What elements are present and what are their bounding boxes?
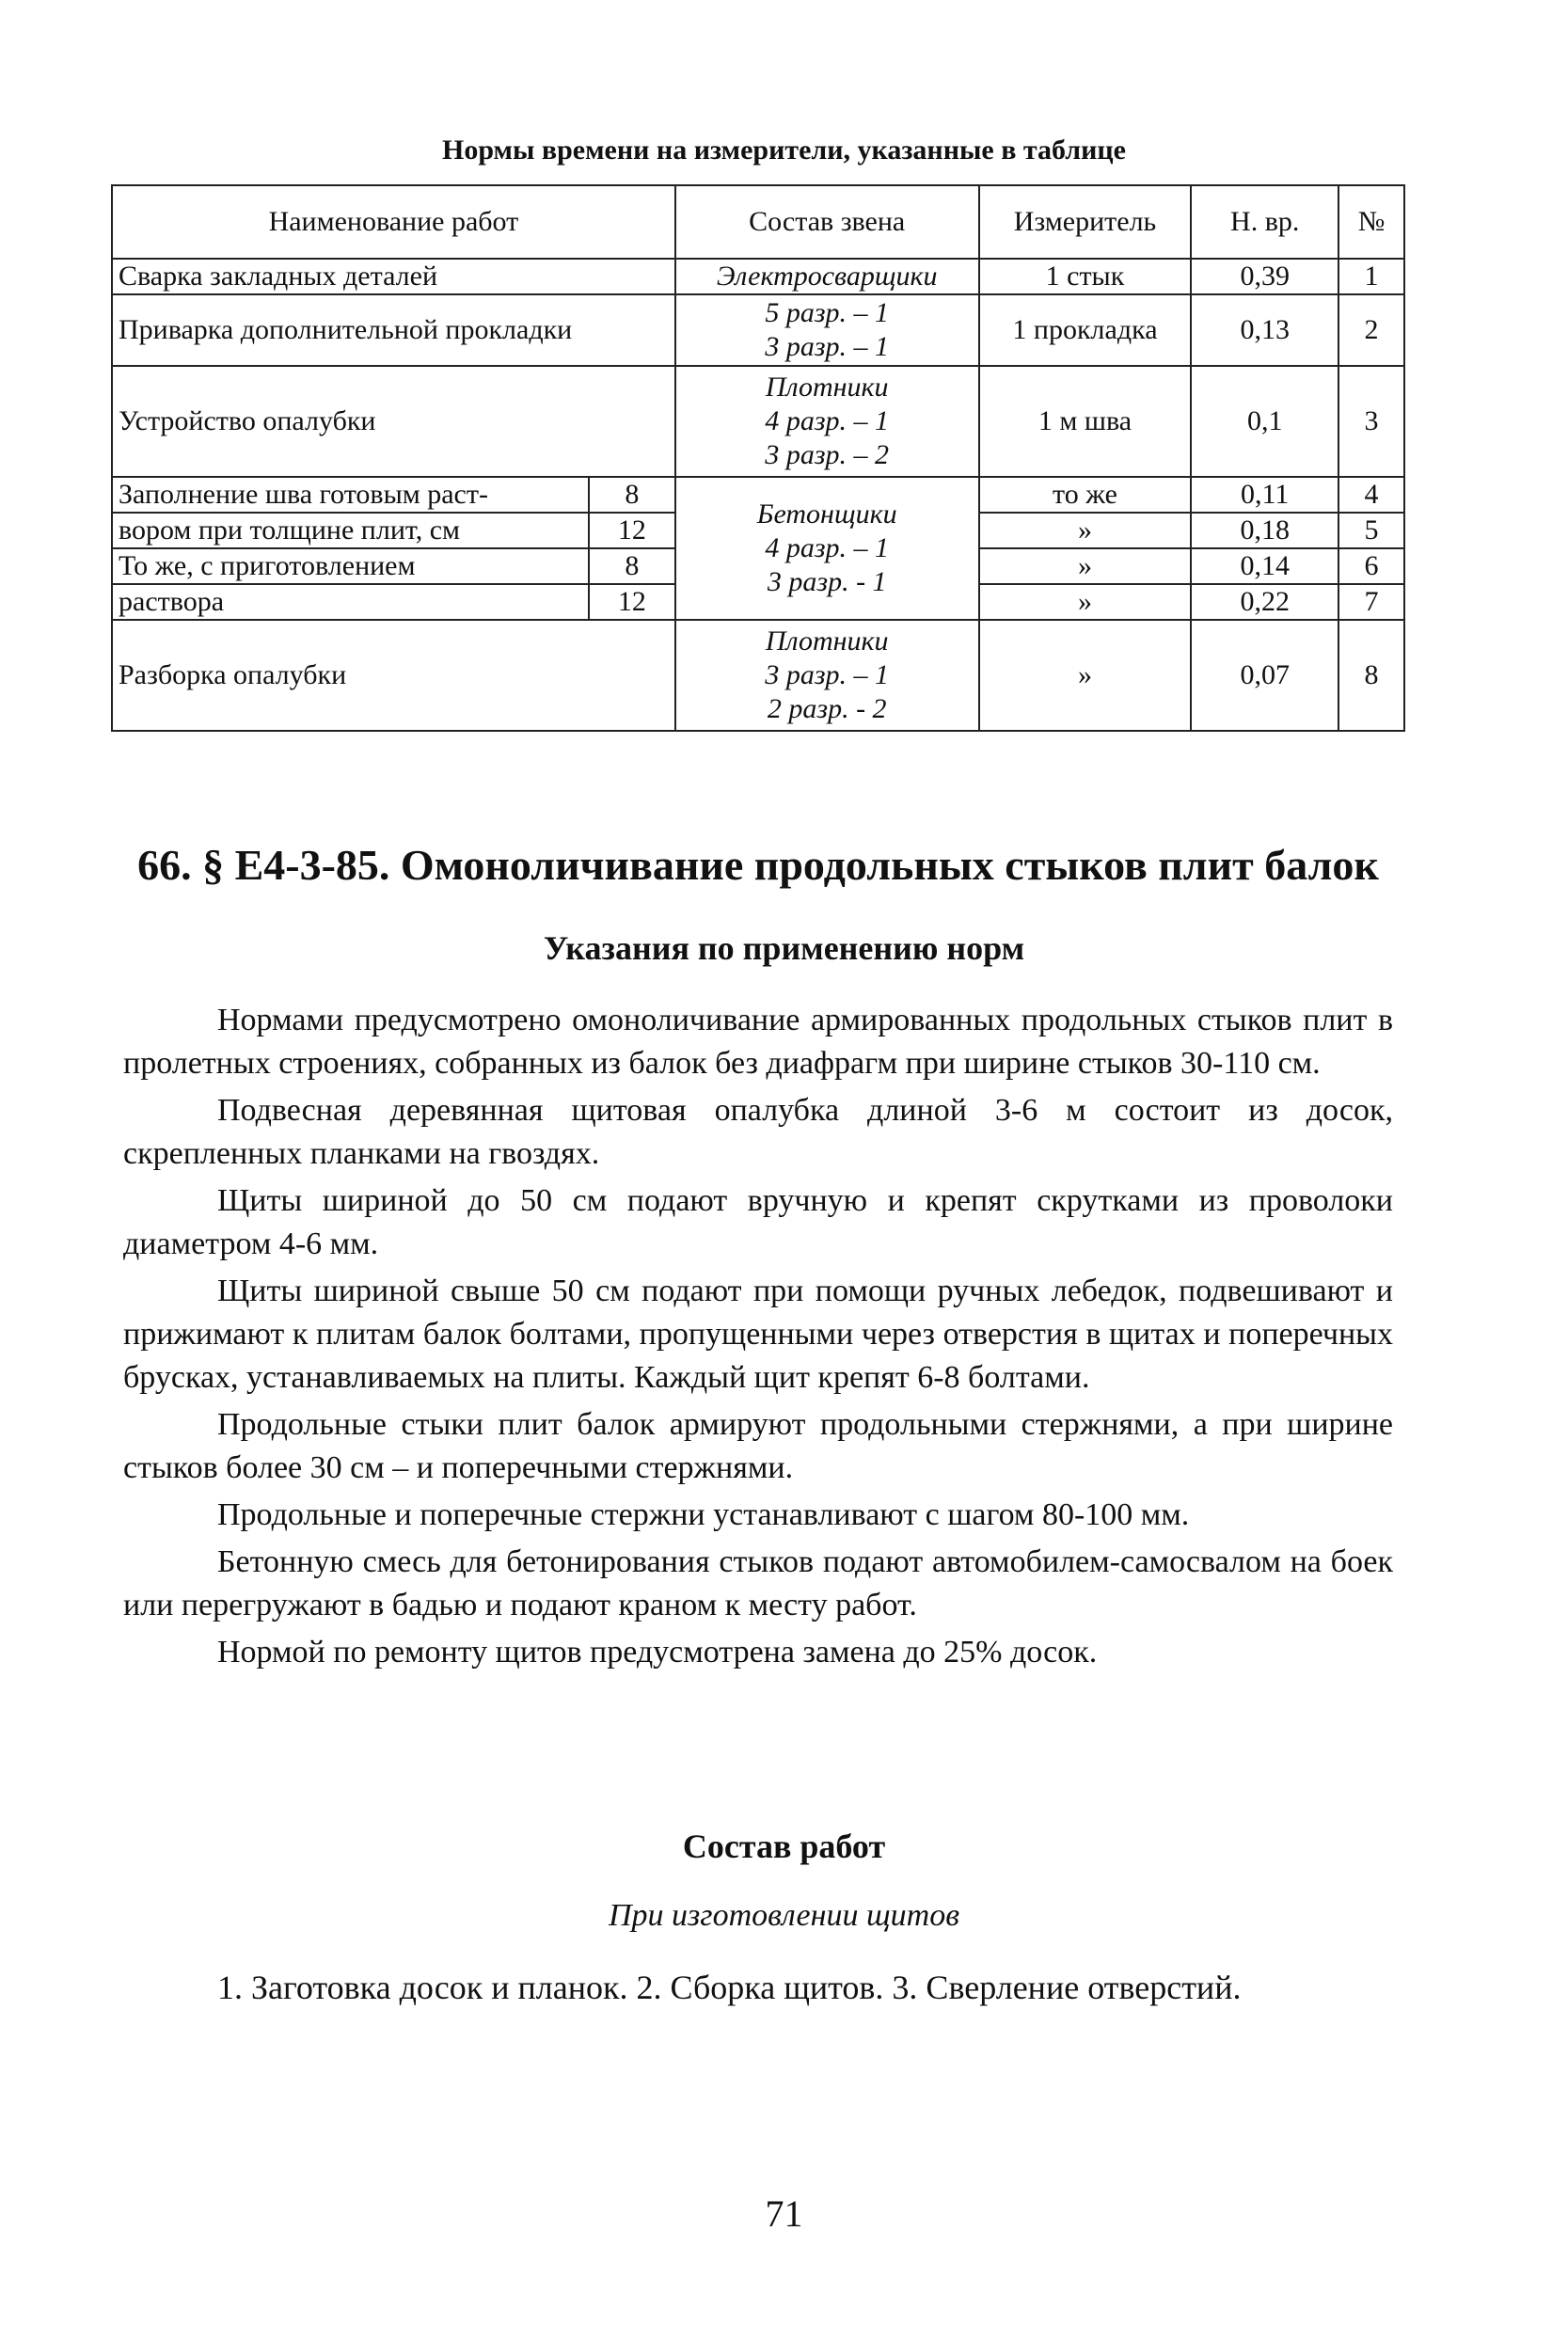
- cell-name: Сварка закладных деталей: [112, 259, 675, 294]
- cell-number: 6: [1338, 548, 1404, 584]
- paragraph: Бетонную смесь для бетонирования стыков подают автомобилем-самосвалом на боек или перегружают в бадью и подают краном к месту работ.: [123, 1544, 1393, 1622]
- crew-line: 3 разр. – 1: [765, 659, 890, 690]
- crew-line: Плотники: [765, 372, 889, 403]
- cell-name: Приварка дополнительной прокладки: [112, 294, 675, 366]
- cell-unit: »: [979, 548, 1192, 584]
- cell-number: 2: [1338, 294, 1404, 366]
- instructions-heading: Указания по применению норм: [543, 929, 1025, 967]
- cell-number: 8: [1338, 620, 1404, 731]
- paragraph: Продольные и поперечные стержни устанавливают с шагом 80-100 мм.: [217, 1497, 1190, 1532]
- header-name: Наименование работ: [112, 185, 675, 259]
- header-unit: Измеритель: [979, 185, 1192, 259]
- cell-crew: [675, 366, 979, 477]
- cell-name: Заполнение шва готовым раст-: [112, 477, 589, 513]
- paragraph: Продольные стыки плит балок армируют продольными стержнями, а при ширине стыков более 30 см – и поперечными стержнями.: [123, 1407, 1393, 1485]
- cell-unit: »: [979, 584, 1192, 620]
- paragraph: Нормами предусмотрено омоноличивание армированных продольных стыков плит в пролетных строениях, собранных из балок без диафрагм при ширине стыков 30-110 см.: [123, 1003, 1393, 1081]
- table-row: [112, 259, 1404, 294]
- cell-thickness: 8: [589, 548, 675, 584]
- crew-line: 5 разр. – 1: [765, 297, 890, 328]
- cell-number: 5: [1338, 513, 1404, 548]
- crew-line: 2 разр. - 2: [767, 693, 887, 724]
- cell-crew: [675, 294, 979, 366]
- cell-name: вором при толщине плит, см: [112, 513, 589, 548]
- instructions-body: [123, 999, 1393, 1678]
- cell-unit: »: [979, 513, 1192, 548]
- cell-crew: [675, 620, 979, 731]
- cell-norm: 0,07: [1191, 620, 1338, 731]
- cell-name: То же, с приготовлением: [112, 548, 589, 584]
- cell-unit: 1 стык: [979, 259, 1192, 294]
- table-row: [112, 477, 1404, 513]
- cell-unit: то же: [979, 477, 1192, 513]
- header-norm: Н. вр.: [1191, 185, 1338, 259]
- cell-number: 7: [1338, 584, 1404, 620]
- crew-line: Плотники: [765, 625, 889, 657]
- crew-line: 3 разр. – 1: [765, 331, 890, 362]
- cell-norm: 0,13: [1191, 294, 1338, 366]
- cell-norm: 0,11: [1191, 477, 1338, 513]
- paragraph: Щиты шириной до 50 см подают вручную и крепят скрутками из проволоки диаметром 4-6 мм.: [123, 1183, 1393, 1261]
- work-subheading: При изготовлении щитов: [608, 1898, 959, 1933]
- cell-norm: 0,22: [1191, 584, 1338, 620]
- cell-number: 1: [1338, 259, 1404, 294]
- header-number: №: [1338, 185, 1404, 259]
- cell-name: Устройство опалубки: [112, 366, 675, 477]
- cell-unit: 1 прокладка: [979, 294, 1192, 366]
- table-row: [112, 620, 1404, 731]
- crew-line: 3 разр. - 1: [767, 566, 887, 597]
- work-heading: Состав работ: [682, 1828, 886, 1865]
- crew-line: 4 разр. – 1: [765, 532, 890, 563]
- cell-unit: 1 м шва: [979, 366, 1192, 477]
- cell-norm: 0,39: [1191, 259, 1338, 294]
- crew-line: 3 разр. – 2: [765, 439, 890, 470]
- cell-unit: »: [979, 620, 1192, 731]
- cell-norm: 0,14: [1191, 548, 1338, 584]
- section-title: 66. § Е4-3-85. Омоноличивание продольных стыков плит балок: [137, 841, 1379, 889]
- header-crew: Состав звена: [675, 185, 979, 259]
- crew-line: 4 разр. – 1: [765, 405, 890, 436]
- paragraph: Нормой по ремонту щитов предусмотрена замена до 25% досок.: [217, 1635, 1098, 1669]
- norms-table: [111, 184, 1405, 732]
- work-steps: 1. Заготовка досок и планок. 2. Сборка щитов. 3. Сверление отверстий.: [217, 1969, 1242, 2006]
- page-number: 71: [765, 2192, 803, 2235]
- cell-crew: Электросварщики: [675, 259, 979, 294]
- table-row: [112, 294, 1404, 366]
- cell-name: раствора: [112, 584, 589, 620]
- cell-thickness: 12: [589, 584, 675, 620]
- table-row: [112, 366, 1404, 477]
- cell-norm: 0,1: [1191, 366, 1338, 477]
- cell-norm: 0,18: [1191, 513, 1338, 548]
- cell-number: 3: [1338, 366, 1404, 477]
- cell-name: Разборка опалубки: [112, 620, 675, 731]
- crew-line: Бетонщики: [756, 498, 897, 530]
- paragraph: Щиты шириной свыше 50 см подают при помощи ручных лебедок, подвешивают и прижимают к плитам балок болтами, пропущенными через отверстия в щитах и поперечных брусках, устанавливаемых на плиты. Каждый щит крепят 6-8 болтами.: [123, 1274, 1393, 1395]
- cell-thickness: 12: [589, 513, 675, 548]
- table-header-row: [112, 185, 1404, 259]
- cell-crew: [675, 477, 979, 620]
- paragraph: Подвесная деревянная щитовая опалубка длиной 3-6 м состоит из досок, скрепленных планками на гвоздях.: [123, 1093, 1393, 1171]
- cell-number: 4: [1338, 477, 1404, 513]
- table-title: Нормы времени на измерители, указанные в таблице: [441, 135, 1126, 166]
- cell-thickness: 8: [589, 477, 675, 513]
